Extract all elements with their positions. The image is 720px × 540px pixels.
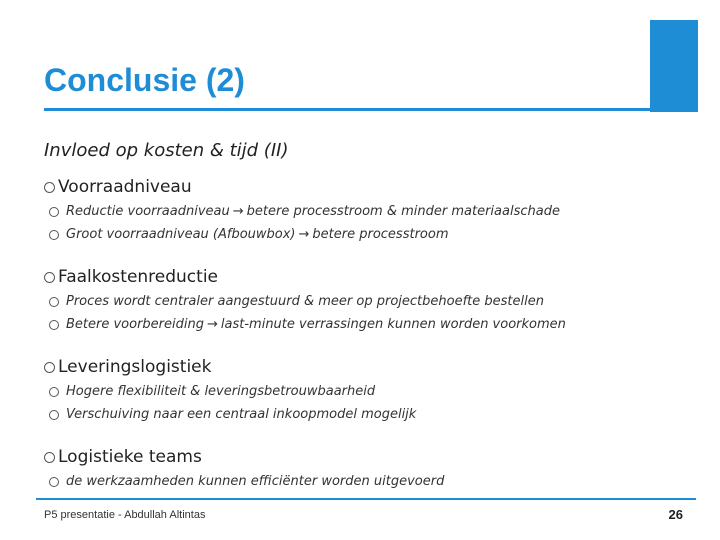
section-heading-text: Voorraadniveau <box>58 177 192 197</box>
footer-divider <box>36 498 696 500</box>
page-number: 26 <box>668 507 683 522</box>
bullet-item-result-text: betere processtroom <box>312 227 449 242</box>
bullet-ring-icon <box>44 452 55 463</box>
bullet-section <box>44 264 664 336</box>
bullet-item <box>49 313 664 336</box>
sub-bullet-ring-icon <box>49 230 59 240</box>
sub-bullet-ring-icon <box>49 207 59 217</box>
section-heading-text: Leveringslogistiek <box>58 357 212 377</box>
sub-bullet-ring-icon <box>49 387 59 397</box>
section-heading <box>44 174 664 200</box>
bullet-item-result-text: last-minute verrassingen kunnen worden voorkomen <box>220 317 566 332</box>
bullet-section <box>44 174 664 246</box>
section-heading-text: Faalkostenreductie <box>58 267 219 287</box>
bullet-content <box>44 174 664 511</box>
bullet-item-text: de werkzaamheden kunnen efficiënter worden uitgevoerd <box>66 474 445 489</box>
section-heading <box>44 264 664 290</box>
section-heading <box>44 354 664 380</box>
bullet-item-text: Proces wordt centraler aangestuurd & meer op projectbehoefte bestellen <box>66 294 544 309</box>
bullet-item <box>49 200 664 223</box>
arrow-right-icon: → <box>298 227 310 242</box>
bullet-ring-icon <box>44 182 55 193</box>
bullet-item <box>49 290 664 313</box>
bullet-item <box>49 380 664 403</box>
accent-box <box>650 20 698 112</box>
bullet-item-text: Hogere flexibiliteit & leveringsbetrouwbaarheid <box>66 384 376 399</box>
sub-bullet-ring-icon <box>49 477 59 487</box>
bullet-item <box>49 223 664 246</box>
bullet-item-text: Verschuiving naar een centraal inkoopmodel mogelijk <box>66 407 417 422</box>
bullet-section <box>44 444 664 493</box>
bullet-item <box>49 403 664 426</box>
title-divider <box>44 108 650 111</box>
bullet-item <box>49 470 664 493</box>
bullet-item-text: Betere voorbereiding <box>66 317 204 332</box>
sub-bullet-ring-icon <box>49 410 59 420</box>
section-heading <box>44 444 664 470</box>
section-heading-text: Logistieke teams <box>58 447 202 467</box>
bullet-ring-icon <box>44 272 55 283</box>
bullet-item-text: Groot voorraadniveau (Afbouwbox) <box>66 227 296 242</box>
slide-subtitle: Invloed op kosten & tijd (II) <box>44 140 289 161</box>
arrow-right-icon: → <box>207 317 218 332</box>
sub-bullet-ring-icon <box>49 320 59 330</box>
arrow-right-icon: → <box>232 204 244 219</box>
bullet-item-text: Reductie voorraadniveau <box>66 204 230 219</box>
sub-bullet-ring-icon <box>49 297 59 307</box>
bullet-section <box>44 354 664 426</box>
bullet-item-result-text: betere processtroom & minder materiaalschade <box>246 204 560 219</box>
bullet-ring-icon <box>44 362 55 373</box>
footer-presenter: P5 presentatie - Abdullah Altintas <box>44 509 206 521</box>
slide-title: Conclusie (2) <box>44 62 245 98</box>
